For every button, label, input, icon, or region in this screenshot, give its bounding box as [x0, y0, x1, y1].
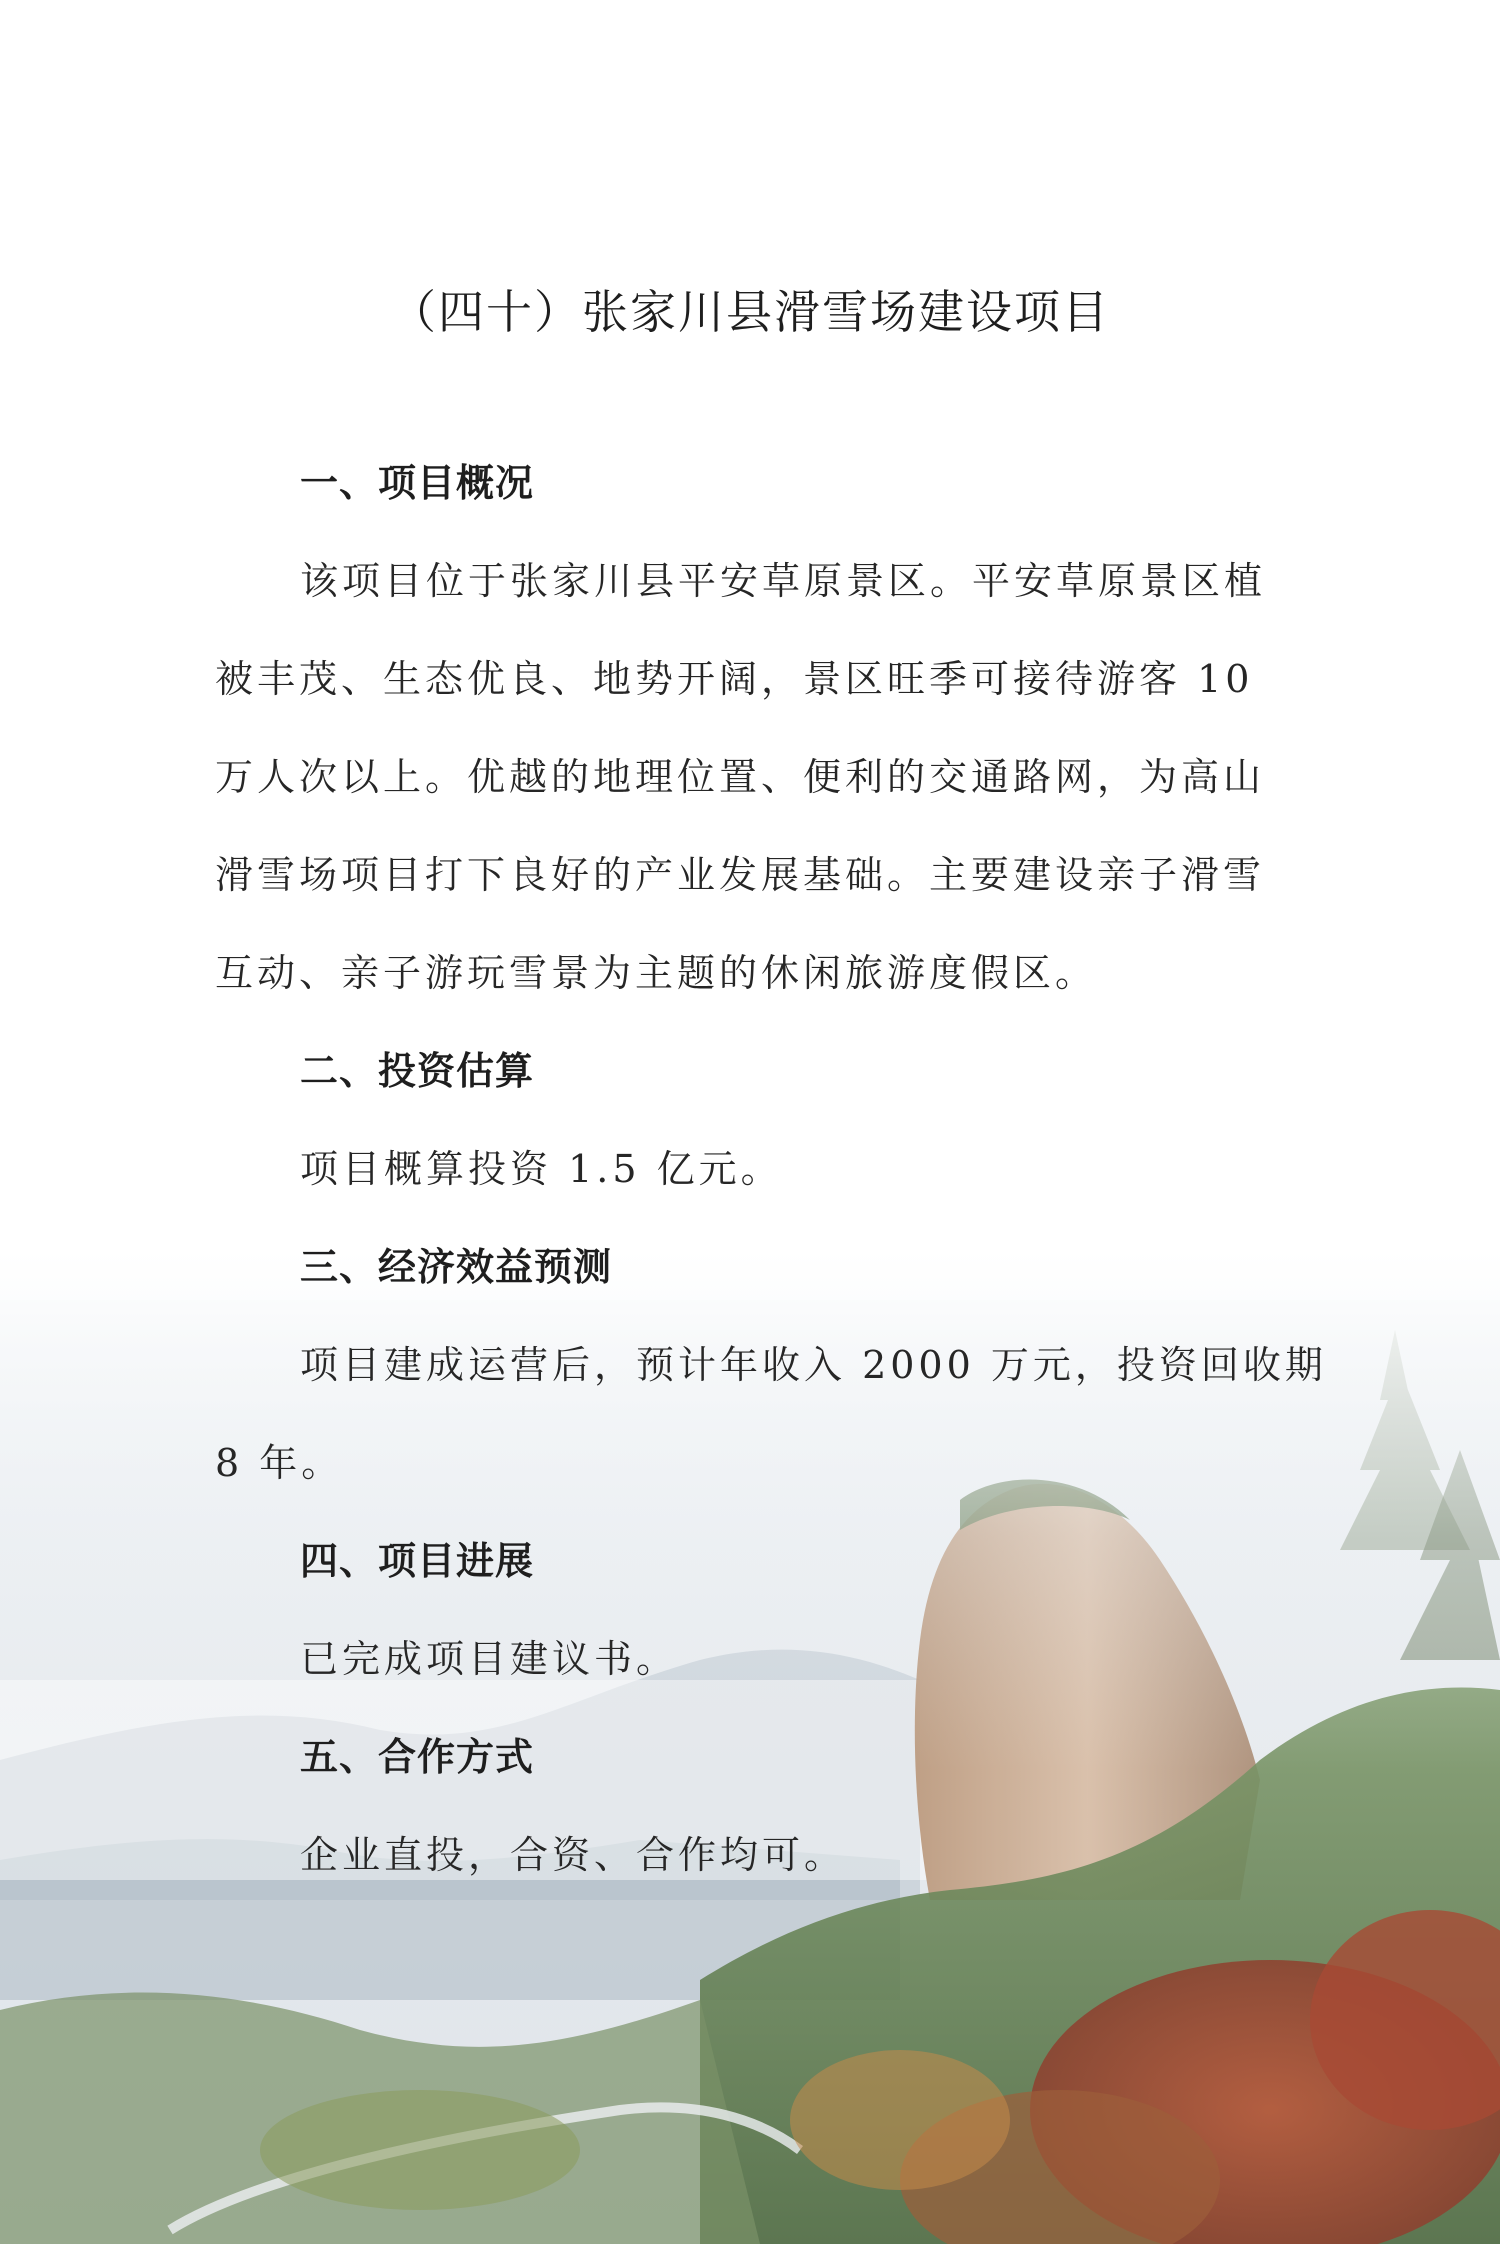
section-heading-progress: 四、项目进展 — [300, 1539, 535, 1583]
section-heading-investment: 二、投资估算 — [300, 1049, 535, 1093]
cooperation-line-1: 企业直投，合资、合作均可。 — [300, 1833, 847, 1877]
section-heading-overview: 一、项目概况 — [300, 461, 535, 505]
section-heading-benefit: 三、经济效益预测 — [300, 1245, 613, 1289]
overview-line-3: 万人次以上。优越的地理位置、便利的交通路网，为高山 — [215, 755, 1266, 799]
benefit-line-2: 8 年。 — [215, 1441, 344, 1485]
benefit-line-1: 项目建成运营后，预计年收入 2000 万元，投资回收期 — [300, 1343, 1327, 1387]
investment-line-1: 项目概算投资 1.5 亿元。 — [300, 1147, 783, 1191]
overview-line-4: 滑雪场项目打下良好的产业发展基础。主要建设亲子滑雪 — [215, 853, 1266, 897]
overview-line-1: 该项目位于张家川县平安草原景区。平安草原景区植 — [300, 559, 1267, 603]
overview-line-2: 被丰茂、生态优良、地势开阔，景区旺季可接待游客 10 — [215, 657, 1254, 701]
progress-line-1: 已完成项目建议书。 — [300, 1637, 679, 1681]
overview-line-5: 互动、亲子游玩雪景为主题的休闲旅游度假区。 — [215, 951, 1098, 995]
document-title: （四十）张家川县滑雪场建设项目 — [390, 285, 1110, 339]
section-heading-cooperation: 五、合作方式 — [300, 1735, 535, 1779]
